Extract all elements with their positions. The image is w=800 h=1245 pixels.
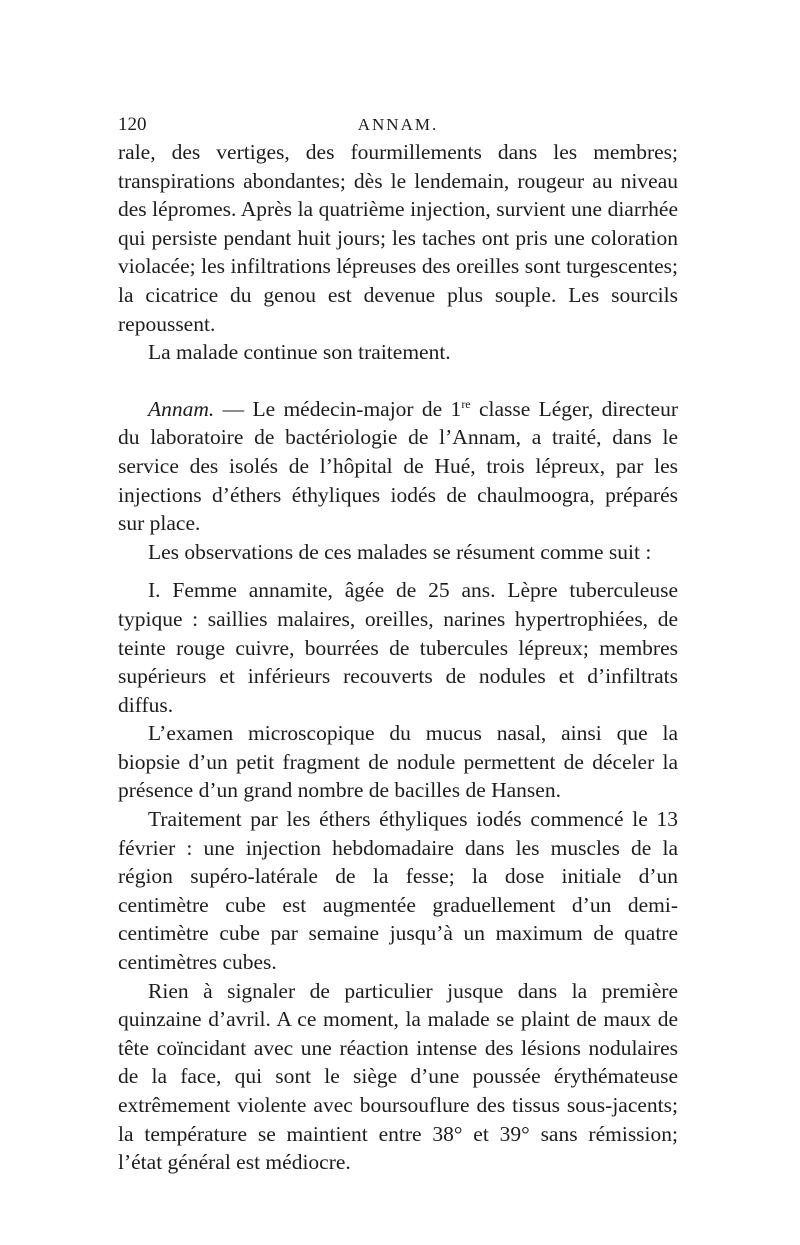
place-name: Annam. bbox=[148, 396, 215, 421]
running-head bbox=[118, 112, 678, 138]
section-gap bbox=[118, 566, 678, 576]
body-text bbox=[118, 138, 678, 1177]
paragraph-continuation: rale, des vertiges, des fourmillements dans les membres; transpirations abondantes; dès le lendemain, rougeur au niveau des lépromes. Après la quatrième injection, survient une diarrhée qui persiste pendant huit jours; les taches ont pris une coloration violacée; les infiltrations lépreuses des oreilles sont turgescentes; la cicatrice du genou est devenue plus souple. Les sourcils repoussent. bbox=[118, 140, 678, 336]
paragraph-april-reaction: Rien à signaler de particulier jusque dans la première quinzaine d’avril. A ce moment, la malade se plaint de maux de tête coïncidant avec une réaction intense des lésions nodulaires de la face, qui sont le siège d’une poussée érythémateuse extrêmement violente avec boursouflure des tissus sous-jacents; la température se maintient entre 38° et 39° sans rémission; l’état général est médiocre. bbox=[118, 978, 678, 1175]
section-gap bbox=[118, 367, 678, 395]
paragraph-annam-text-a: — Le médecin-major de 1 bbox=[214, 396, 462, 421]
paragraph-annam-intro bbox=[118, 395, 678, 538]
ordinal-superscript: re bbox=[461, 396, 471, 411]
paragraph-case-one: I. Femme annamite, âgée de 25 ans. Lèpre tuberculeuse typique : saillies malaires, oreilles, narines hypertrophiées, de teinte rouge cuivre, bourrées de tubercules lépreux; membres supérieurs et inférieurs recouverts de nodules et d’infiltrats diffus. bbox=[118, 578, 678, 717]
paragraph-microscopy: L’examen microscopique du mucus nasal, ainsi que la biopsie d’un petit fragment de nodule permettent de déceler la présence d’un grand nombre de bacilles de Hansen. bbox=[118, 721, 678, 803]
paragraph-annam-text-b: classe Léger, directeur du laboratoire de bactériologie de l’Annam, a traité, dans le service des isolés de l’hôpital de Hué, trois lépreux, par les injections d’éthers éthyliques iodés de chaulmoogra, préparés sur place. bbox=[118, 396, 679, 536]
paragraph-observations-intro: Les observations de ces malades se résument comme suit : bbox=[148, 539, 652, 564]
book-page bbox=[118, 112, 678, 1177]
paragraph-treatment: Traitement par les éthers éthyliques iodés commencé le 13 février : une injection hebdomadaire dans les muscles de la région supéro-latérale de la fesse; la dose initiale d’un centimètre cube est augmentée graduellement d’un demi-centimètre cube par semaine jusqu’à un maximum de quatre centimètres cubes. bbox=[118, 807, 678, 975]
running-title: ANNAM. bbox=[357, 115, 439, 134]
paragraph-treatment-continues: La malade continue son traitement. bbox=[148, 340, 451, 365]
page-number: 120 bbox=[118, 114, 147, 135]
